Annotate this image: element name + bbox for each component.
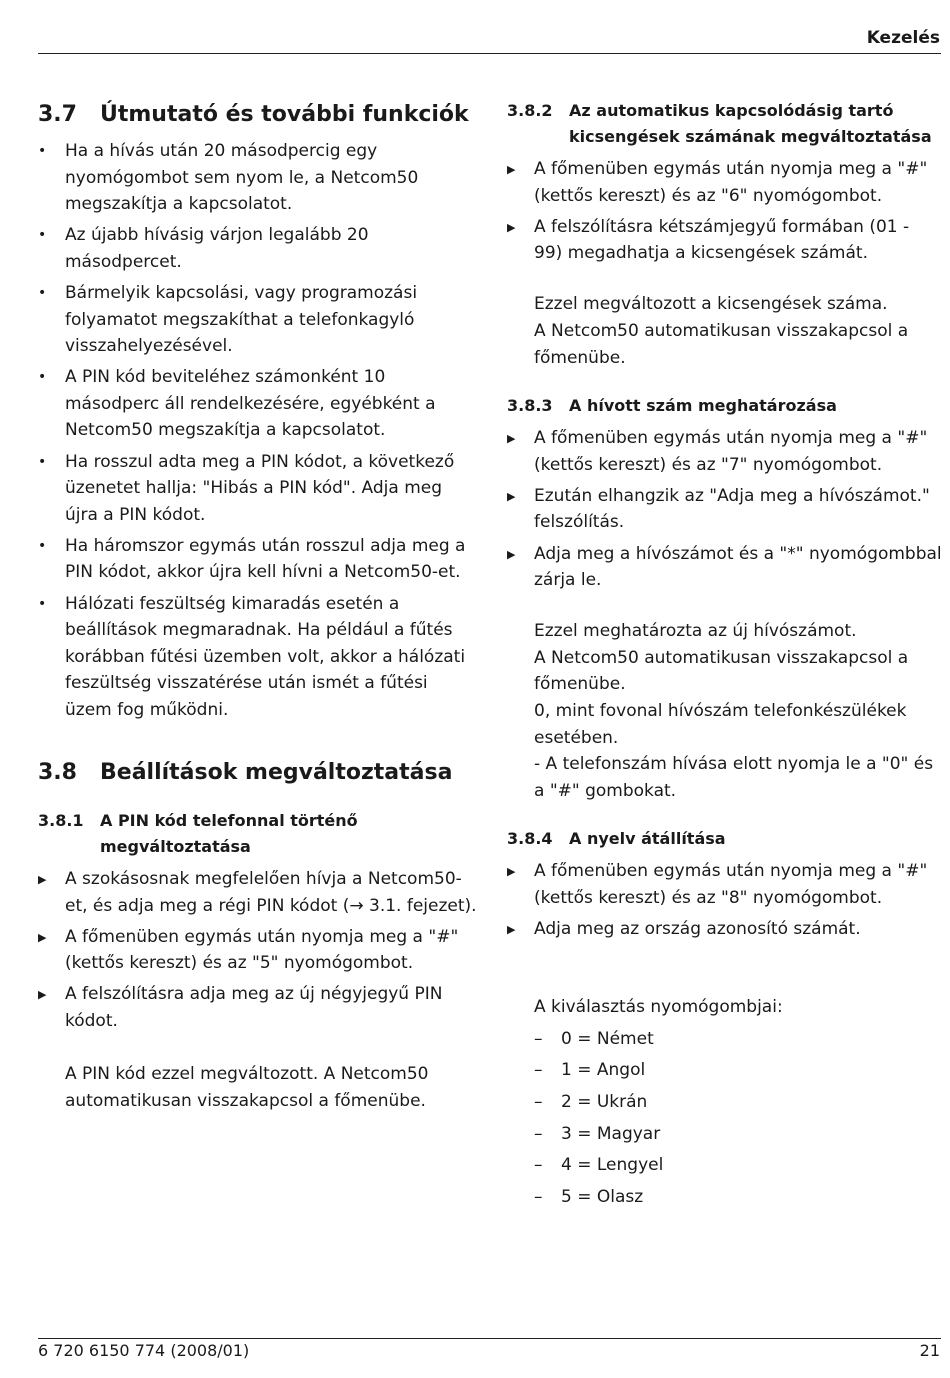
step-item: ▶ A főmenüben egymás után nyomja meg a "#" (kettős kereszt) és az "8" nyomógombot. xyxy=(507,861,933,908)
list-item: • Ha háromszor egymás után rosszul adja meg a PIN kódot, akkor újra kell hívni a Netcom50-et. xyxy=(38,535,471,583)
list-item: – 2 = Ukrán xyxy=(534,1091,648,1112)
subsection-heading-3-8-3 xyxy=(507,393,942,419)
left-column xyxy=(38,98,478,1114)
subsection-heading-3-8-1 xyxy=(38,808,478,860)
step-item: ▶ A felszólításra adja meg az új négyjegyű PIN kódot. xyxy=(38,984,448,1031)
step-item: ▶ Adja meg az ország azonosító számát. xyxy=(507,919,861,940)
subsection-title: A nyelv átállítása xyxy=(569,829,726,849)
section-title: Beállítások megváltoztatása xyxy=(100,759,453,785)
result-note: A PIN kód ezzel megváltozott. A Netcom50 automatikusan visszakapcsol a főmenübe. xyxy=(65,1064,434,1111)
list-item: • Ha rosszul adta meg a PIN kódot, a következő üzenetet hallja: "Hibás a PIN kód". Adja meg újra a PIN kódot. xyxy=(38,451,460,525)
section-title: Útmutató és további funkciók xyxy=(100,102,469,127)
header-rule xyxy=(38,53,941,54)
step-item: ▶ A felszólításra kétszámjegyű formában (01 - 99) megadhatja a kicsengések számát. xyxy=(507,216,915,264)
page-number: 21 xyxy=(919,1341,940,1360)
list-item: • A PIN kód beviteléhez számonként 10 másodperc áll rendelkezésére, egyébként a Netcom50 megszakítja a kapcsolatot. xyxy=(38,367,441,441)
options-label: A kiválasztás nyomógombjai: xyxy=(534,997,783,1018)
step-item: ▶ Ezután elhangzik az "Adja meg a hívószámot." felszólítás. xyxy=(507,485,936,533)
result-note: Ezzel meghatározta az új hívószámot. A Netcom50 automatikusan visszakapcsol a főmenübe. 0, mint fovonal hívószám telefonkészülékek esetében. - A telefonszám hívása elott nyomja le a "0" és a "#" gombokat. xyxy=(534,621,934,801)
document-number: 6 720 6150 774 (2008/01) xyxy=(38,1341,250,1360)
step-item: ▶ A szokásosnak megfelelően hívja a Netcom50-et, és adja meg a régi PIN kódot (→ 3.1. fejezet). xyxy=(38,868,477,916)
list-item: – 0 = Német xyxy=(534,1028,654,1049)
list-item: • Az újabb hívásig várjon legalább 20 másodpercet. xyxy=(38,225,374,272)
subsection-number: 3.8.2 xyxy=(507,101,553,120)
footer-rule xyxy=(38,1338,941,1339)
section-number: 3.7 xyxy=(38,102,77,127)
section-heading-3-8 xyxy=(38,756,478,790)
step-item: ▶ Adja meg a hívószámot és a "*" nyomógombbal zárja le. xyxy=(507,543,948,591)
subsection-heading-3-8-4 xyxy=(507,826,942,852)
list-item: • Ha a hívás után 20 másodpercig egy nyomógombot sem nyom le, a Netcom50 megszakítja a kapcsolatot. xyxy=(38,141,424,215)
subsection-number: 3.8.3 xyxy=(507,396,553,416)
subsection-heading-3-8-2 xyxy=(507,98,942,150)
subsection-number: 3.8.1 xyxy=(38,810,84,830)
subsection-title: A hívott szám meghatározása xyxy=(569,396,837,416)
step-item: ▶ A főmenüben egymás után nyomja meg a "#" (kettős kereszt) és az "5" nyomógombot. xyxy=(38,926,464,974)
subsection-title: Az automatikus kapcsolódásig tartó kicsengések számának megváltoztatása xyxy=(569,101,932,146)
list-item: • Hálózati feszültség kimaradás esetén a beállítások megmaradnak. Ha például a fűtés korábban fűtési üzemben volt, akkor a hálózati feszültség visszatérése után ismét a fűtési üzem fog működni. xyxy=(38,593,471,720)
list-item: – 4 = Lengyel xyxy=(534,1155,664,1176)
step-item: ▶ A főmenüben egymás után nyomja meg a "#" (kettős kereszt) és az "6" nyomógombot. xyxy=(507,159,933,206)
list-item: – 5 = Olasz xyxy=(534,1186,644,1207)
section-number: 3.8 xyxy=(38,759,77,785)
right-column xyxy=(507,98,948,1215)
result-note: Ezzel megváltozott a kicsengések száma. A Netcom50 automatikusan visszakapcsol a főmenübe. xyxy=(534,294,909,368)
section-heading-3-7 xyxy=(38,98,478,132)
subsection-number: 3.8.4 xyxy=(507,829,553,849)
running-header: Kezelés xyxy=(866,28,940,48)
step-item: ▶ A főmenüben egymás után nyomja meg a "#" (kettős kereszt) és az "7" nyomógombot. xyxy=(507,428,933,475)
list-item: • Bármelyik kapcsolási, vagy programozási folyamatot megszakíthat a telefonkagyló visszahelyezésével. xyxy=(38,282,423,357)
subsection-title: A PIN kód telefonnal történő megváltoztatása xyxy=(100,810,358,856)
list-item: – 1 = Angol xyxy=(534,1060,646,1081)
list-item: – 3 = Magyar xyxy=(534,1123,661,1144)
